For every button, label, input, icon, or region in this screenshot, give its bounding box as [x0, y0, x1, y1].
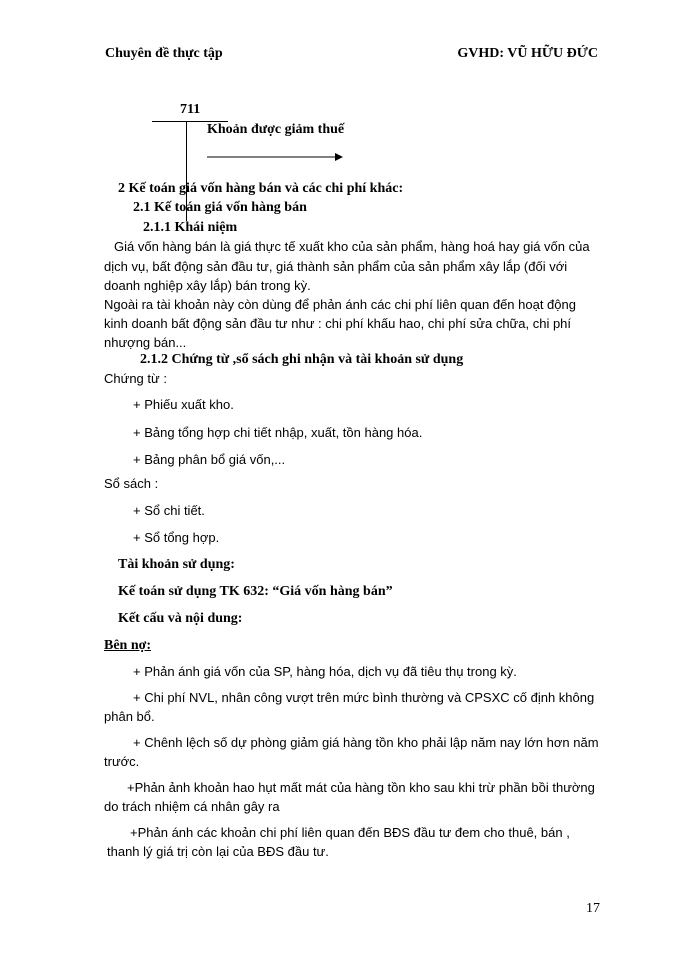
section-heading-2-1-2: 2.1.2 Chứng từ ,sổ sách ghi nhận và tài khoản sử dụng — [140, 352, 464, 367]
ben-no-heading: Bên nợ: — [104, 638, 152, 653]
debit-item: +Phản ảnh khoản hao hụt mất mát của hàng tồn kho sau khi trừ phần bồi thường — [127, 780, 595, 795]
paragraph-line: dịch vụ, bất động sản đầu tư, giá thành sản phẩm của sản phẩm xây lắp (đối với — [104, 259, 568, 274]
list-item: + Phiếu xuất kho. — [133, 397, 234, 412]
tk-632-heading: Kế toán sử dụng TK 632: “Giá vốn hàng bán” — [118, 584, 393, 599]
debit-item: +Phản ánh các khoản chi phí liên quan đến BĐS đầu tư đem cho thuê, bán , — [130, 825, 570, 840]
list-item: + Bảng phân bổ giá vốn,... — [133, 452, 286, 467]
paragraph-line: nhượng bán... — [104, 335, 187, 350]
debit-item: + Chênh lệch số dự phòng giảm giá hàng tồn kho phải lập năm nay lớn hơn năm — [133, 735, 599, 750]
paragraph-line: kinh doanh bất động sản đầu tư như : chi phí khấu hao, chi phí sửa chữa, chi phí — [104, 316, 572, 331]
section-heading-2-1: 2.1 Kế toán giá vốn hàng bán — [133, 200, 307, 215]
section-heading-2-1-1: 2.1.1 Khái niệm — [143, 220, 238, 235]
right-arrow-icon — [207, 151, 343, 163]
debit-item-cont: thanh lý giá trị còn lại của BĐS đầu tư. — [107, 844, 329, 859]
section-heading-2: 2 Kế toán giá vốn hàng bán và các chi phí khác: — [118, 181, 404, 196]
so-sach-label: Sổ sách : — [104, 476, 159, 491]
header-right-advisor: GVHD: VŨ HỮU ĐỨC — [457, 46, 598, 61]
debit-item: + Phản ánh giá vốn của SP, hàng hóa, dịch vụ đã tiêu thụ trong kỳ. — [133, 664, 517, 679]
paragraph-line: Ngoài ra tài khoản này còn dùng để phản ánh các chi phí liên quan đến hoạt động — [104, 297, 576, 312]
page-number: 17 — [586, 901, 600, 916]
debit-item-cont: trước. — [104, 754, 140, 769]
list-item: + Bảng tổng hợp chi tiết nhập, xuất, tồn hàng hóa. — [133, 425, 423, 440]
debit-item: + Chi phí NVL, nhân công vượt trên mức bình thường và CPSXC cố định không — [133, 690, 595, 705]
debit-item-cont: phân bổ. — [104, 709, 155, 724]
ket-cau-heading: Kết cấu và nội dung: — [118, 611, 243, 626]
account-number: 711 — [180, 102, 201, 117]
chung-tu-label: Chứng từ : — [104, 371, 167, 386]
paragraph-line: Giá vốn hàng bán là giá thực tế xuất kho của sản phẩm, hàng hoá hay giá vốn của — [114, 239, 590, 254]
tai-khoan-label: Tài khoản sử dụng: — [118, 557, 235, 572]
paragraph-line: doanh nghiệp xây lắp) bán trong kỳ. — [104, 278, 311, 293]
header-left-title: Chuyên đề thực tập — [105, 46, 223, 61]
list-item: + Sổ chi tiết. — [133, 503, 205, 518]
list-item: + Sổ tổng hợp. — [133, 530, 220, 545]
flow-label: Khoản được giảm thuế — [207, 122, 345, 137]
debit-item-cont: do trách nhiệm cá nhân gây ra — [104, 799, 280, 814]
